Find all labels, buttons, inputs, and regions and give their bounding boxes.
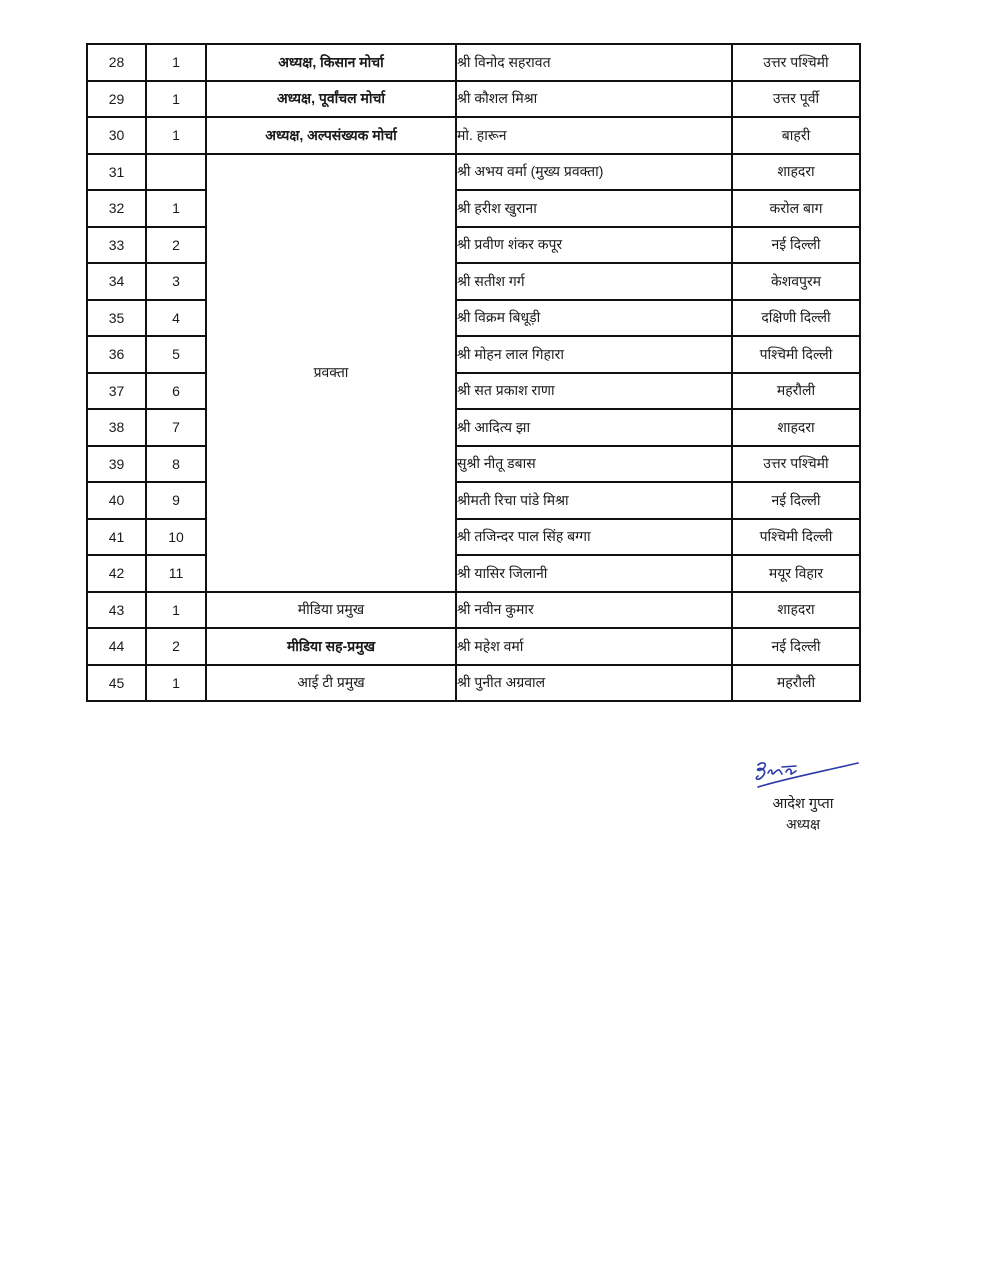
table-row — [87, 300, 860, 337]
table-row — [87, 227, 860, 264]
area: करोल बाग — [732, 190, 860, 227]
position-number: 3 — [146, 263, 206, 300]
area: शाहदरा — [732, 592, 860, 629]
serial-number: 28 — [87, 44, 146, 81]
person-name: श्रीमती रिचा पांडे मिश्रा — [456, 482, 732, 519]
position-number: 4 — [146, 300, 206, 337]
post-title: मीडिया प्रमुख — [206, 592, 456, 629]
position-number: 10 — [146, 519, 206, 556]
position-number: 9 — [146, 482, 206, 519]
table-row — [87, 117, 860, 154]
person-name: श्री सतीश गर्ग — [456, 263, 732, 300]
table-row — [87, 519, 860, 556]
position-number: 1 — [146, 190, 206, 227]
serial-number: 44 — [87, 628, 146, 665]
person-name: मो. हारून — [456, 117, 732, 154]
table-row — [87, 665, 860, 702]
area: पश्चिमी दिल्ली — [732, 519, 860, 556]
post-title: आई टी प्रमुख — [206, 665, 456, 702]
serial-number: 38 — [87, 409, 146, 446]
serial-number: 33 — [87, 227, 146, 264]
position-number: 2 — [146, 227, 206, 264]
area: बाहरी — [732, 117, 860, 154]
person-name: श्री अभय वर्मा (मुख्य प्रवक्ता) — [456, 154, 732, 191]
table-row — [87, 628, 860, 665]
signature-block — [738, 757, 868, 834]
person-name: श्री आदित्य झा — [456, 409, 732, 446]
area: महरौली — [732, 665, 860, 702]
person-name: सुश्री नीतू डबास — [456, 446, 732, 483]
serial-number: 40 — [87, 482, 146, 519]
table-row — [87, 263, 860, 300]
person-name: श्री विक्रम बिधूड़ी — [456, 300, 732, 337]
position-number: 1 — [146, 592, 206, 629]
table-row — [87, 555, 860, 592]
area: मयूर विहार — [732, 555, 860, 592]
position-number: 1 — [146, 665, 206, 702]
serial-number: 36 — [87, 336, 146, 373]
serial-number: 31 — [87, 154, 146, 191]
person-name: श्री हरीश खुराना — [456, 190, 732, 227]
area: नई दिल्ली — [732, 227, 860, 264]
serial-number: 45 — [87, 665, 146, 702]
person-name: श्री नवीन कुमार — [456, 592, 732, 629]
position-number — [146, 154, 206, 191]
person-name: श्री मोहन लाल गिहारा — [456, 336, 732, 373]
serial-number: 43 — [87, 592, 146, 629]
position-number: 7 — [146, 409, 206, 446]
table-row — [87, 44, 860, 81]
person-name: श्री महेश वर्मा — [456, 628, 732, 665]
position-number: 11 — [146, 555, 206, 592]
person-name: श्री यासिर जिलानी — [456, 555, 732, 592]
position-number: 8 — [146, 446, 206, 483]
post-title: अध्यक्ष, पूर्वांचल मोर्चा — [206, 81, 456, 118]
office-bearers-table — [86, 43, 861, 702]
position-number: 1 — [146, 81, 206, 118]
person-name: श्री तजिन्दर पाल सिंह बग्गा — [456, 519, 732, 556]
table-row — [87, 81, 860, 118]
post-title: अध्यक्ष, किसान मोर्चा — [206, 44, 456, 81]
area: उत्तर पश्चिमी — [732, 446, 860, 483]
area: शाहदरा — [732, 154, 860, 191]
position-number: 1 — [146, 44, 206, 81]
area: उत्तर पूर्वी — [732, 81, 860, 118]
table-row — [87, 373, 860, 410]
area: केशवपुरम — [732, 263, 860, 300]
person-name: श्री प्रवीण शंकर कपूर — [456, 227, 732, 264]
serial-number: 37 — [87, 373, 146, 410]
area: शाहदरा — [732, 409, 860, 446]
table-row — [87, 482, 860, 519]
area: नई दिल्ली — [732, 482, 860, 519]
position-number: 6 — [146, 373, 206, 410]
serial-number: 30 — [87, 117, 146, 154]
table-row — [87, 446, 860, 483]
serial-number: 42 — [87, 555, 146, 592]
serial-number: 39 — [87, 446, 146, 483]
serial-number: 34 — [87, 263, 146, 300]
position-number: 2 — [146, 628, 206, 665]
serial-number: 41 — [87, 519, 146, 556]
person-name: श्री पुनीत अग्रवाल — [456, 665, 732, 702]
person-name: श्री सत प्रकाश राणा — [456, 373, 732, 410]
area: महरौली — [732, 373, 860, 410]
serial-number: 35 — [87, 300, 146, 337]
position-number: 1 — [146, 117, 206, 154]
signatory-name: आदेश गुप्ता — [772, 796, 834, 812]
table-row — [87, 592, 860, 629]
table-row — [87, 154, 860, 191]
serial-number: 29 — [87, 81, 146, 118]
person-name: श्री विनोद सहरावत — [456, 44, 732, 81]
post-title-spokespersons: प्रवक्ता — [206, 154, 456, 592]
post-title: मीडिया सह-प्रमुख — [206, 628, 456, 665]
table-row — [87, 190, 860, 227]
area: पश्चिमी दिल्ली — [732, 336, 860, 373]
position-number: 5 — [146, 336, 206, 373]
post-title: अध्यक्ष, अल्पसंख्यक मोर्चा — [206, 117, 456, 154]
area: नई दिल्ली — [732, 628, 860, 665]
table-row — [87, 409, 860, 446]
area: दक्षिणी दिल्ली — [732, 300, 860, 337]
handwritten-signature — [744, 757, 864, 791]
serial-number: 32 — [87, 190, 146, 227]
signatory-title: अध्यक्ष — [785, 816, 821, 832]
person-name: श्री कौशल मिश्रा — [456, 81, 732, 118]
table-row — [87, 336, 860, 373]
area: उत्तर पश्चिमी — [732, 44, 860, 81]
